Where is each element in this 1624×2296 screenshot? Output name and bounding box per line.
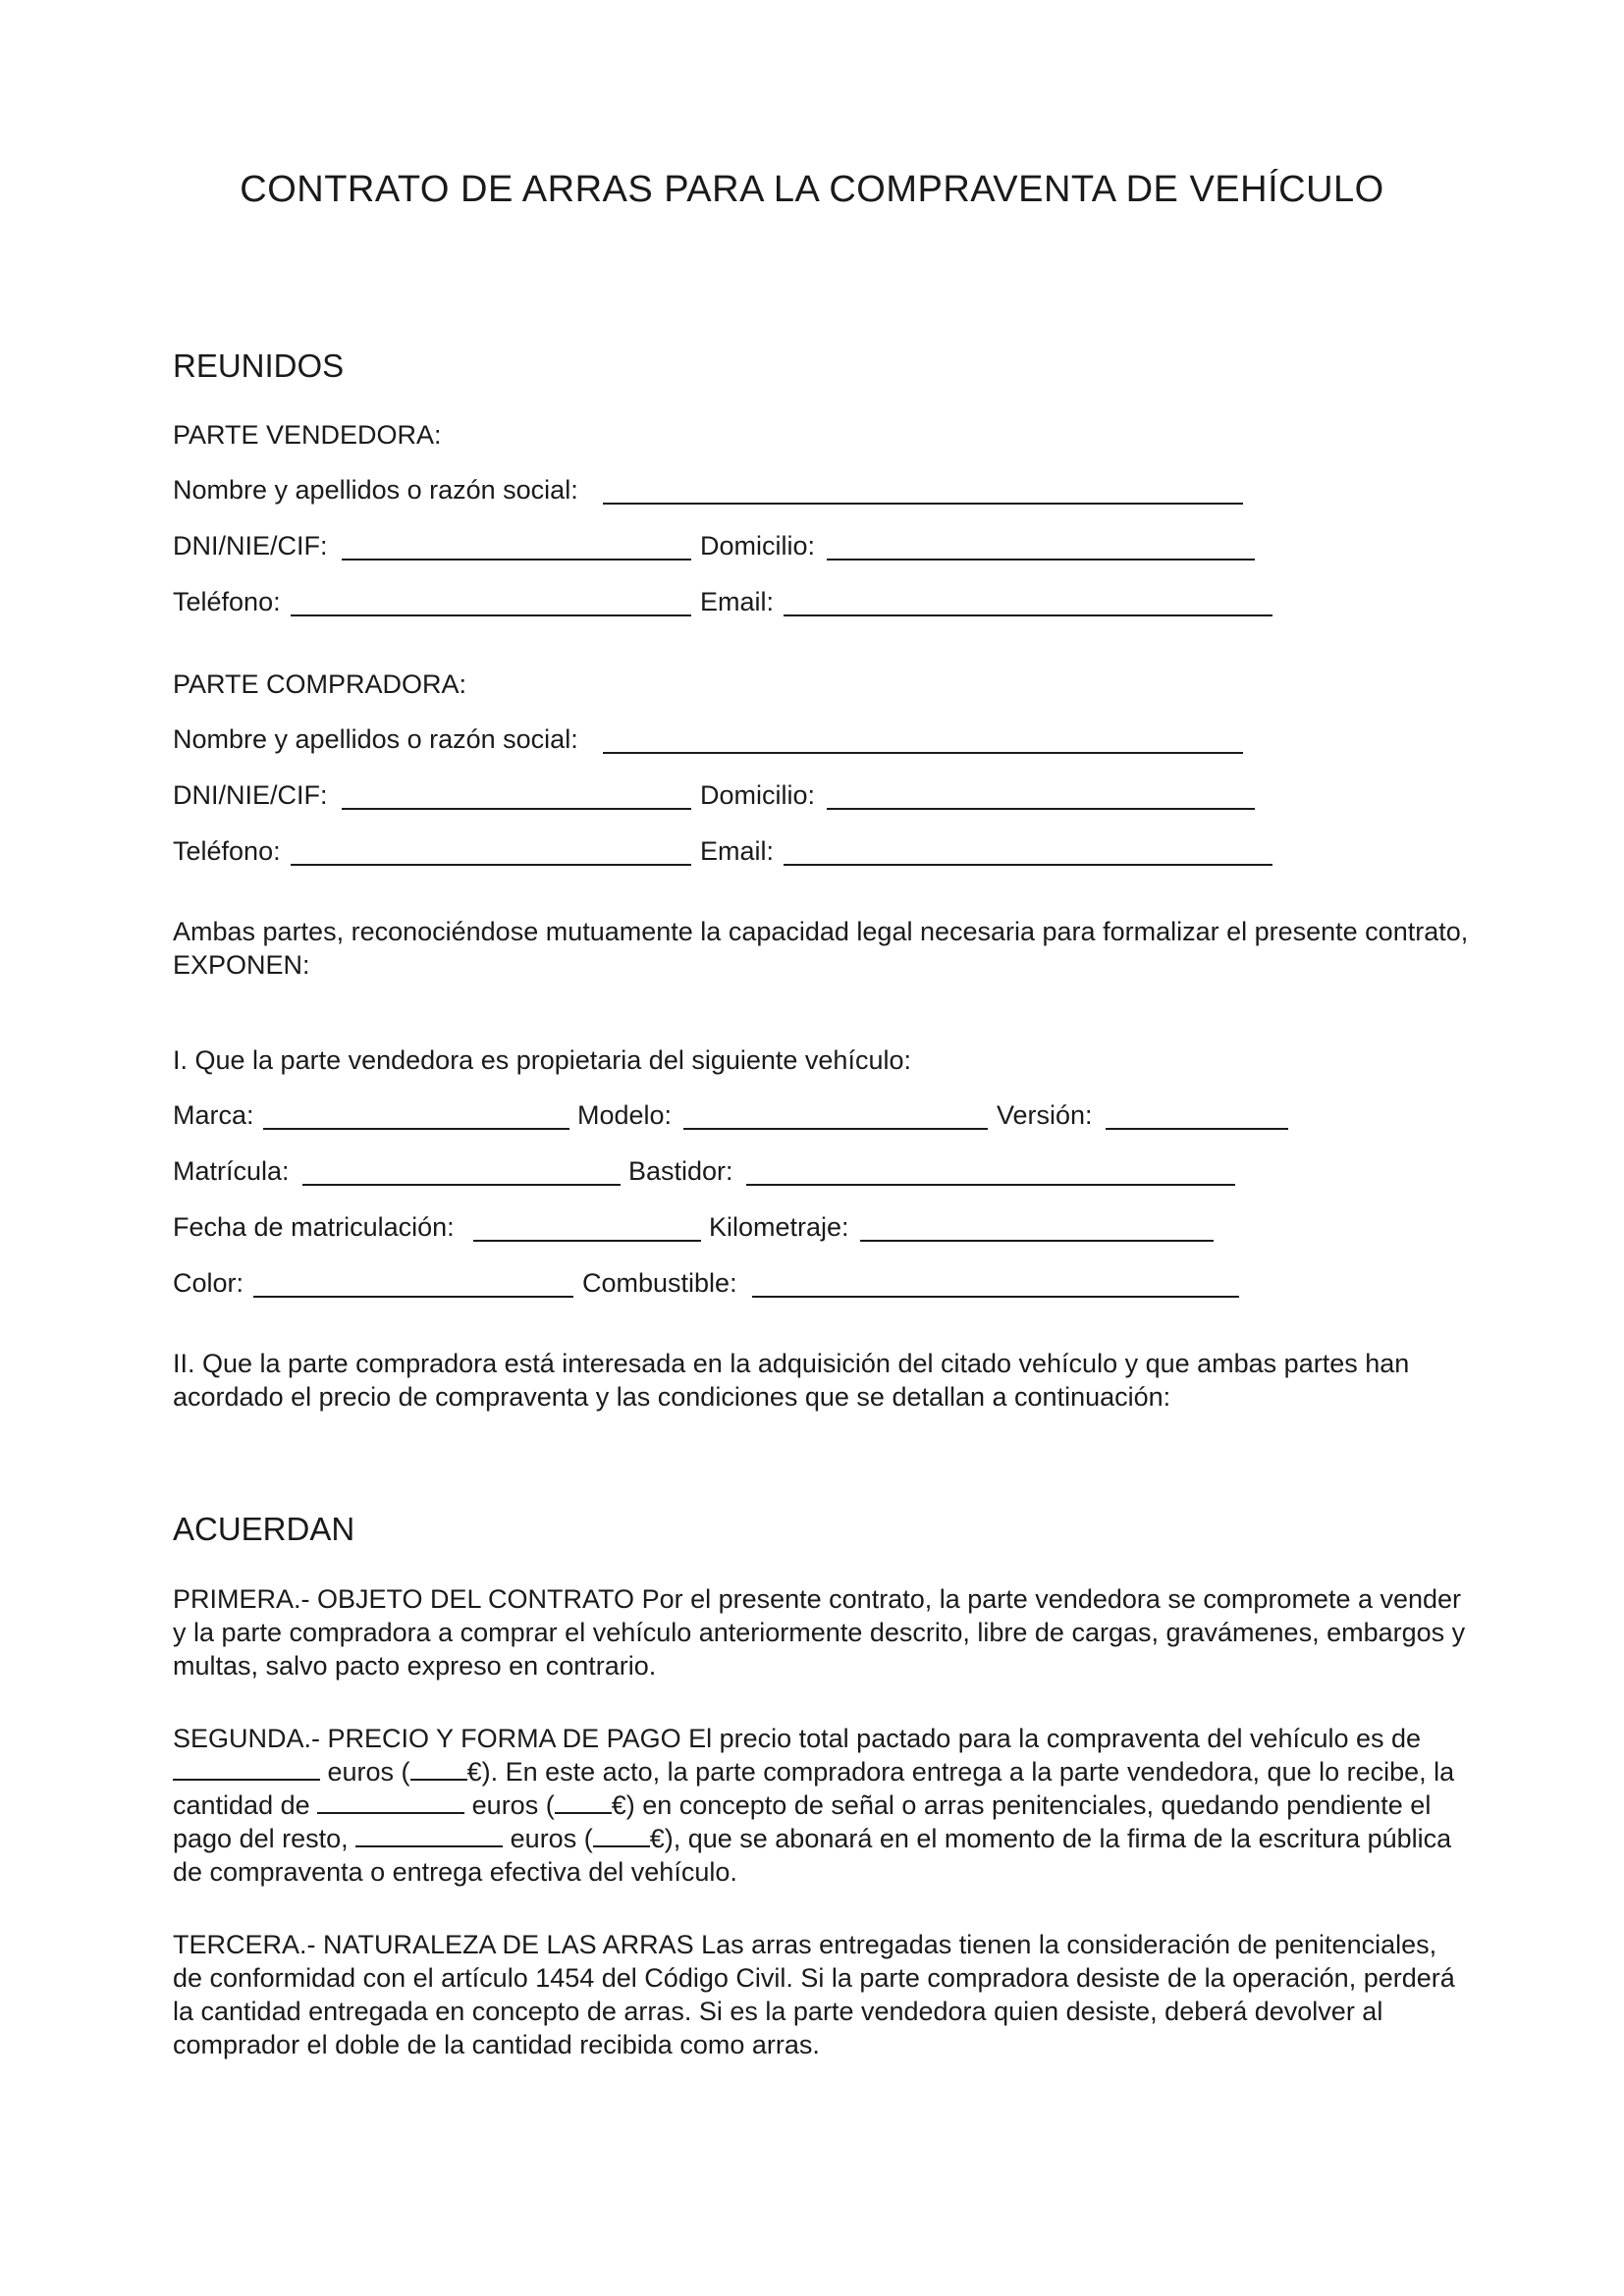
precio-total-num-field[interactable] xyxy=(410,1755,467,1781)
marca-field[interactable] xyxy=(263,1102,569,1130)
compradora-domicilio-field[interactable] xyxy=(827,782,1255,810)
compradora-email-label: Email: xyxy=(700,836,775,866)
kilometraje-field[interactable] xyxy=(860,1214,1214,1242)
segunda-text-3: €). En este acto, la parte compradora entrega a la parte vendedora, que lo recibe, la cantidad de xyxy=(173,1757,1455,1820)
arras-cantidad-field[interactable] xyxy=(317,1789,464,1814)
matricula-label: Matrícula: xyxy=(173,1156,290,1186)
version-label: Versión: xyxy=(997,1100,1093,1130)
segunda-text-4: euros ( xyxy=(471,1790,555,1820)
vendedora-domicilio-label: Domicilio: xyxy=(700,531,816,561)
clausula-segunda xyxy=(173,1722,1469,1889)
exponen-i: I. Que la parte vendedora es propietaria del siguiente vehículo: xyxy=(173,1045,911,1075)
matricula-field[interactable] xyxy=(302,1158,621,1186)
compradora-nombre-field[interactable] xyxy=(603,726,1243,754)
vendedora-nombre-field[interactable] xyxy=(603,477,1243,505)
vendedora-telefono-label: Teléfono: xyxy=(173,587,281,616)
bastidor-label: Bastidor: xyxy=(628,1156,733,1186)
clausula-primera: PRIMERA.- OBJETO DEL CONTRATO Por el presente contrato, la parte vendedora se compromete a vender y la parte compradora a comprar el vehículo anteriormente descrito, libre de cargas, gravámenes, embargos y multas, salvo pacto expreso en contrario. xyxy=(173,1584,1466,1681)
color-label: Color: xyxy=(173,1268,244,1298)
resto-pago-num-field[interactable] xyxy=(593,1822,650,1847)
vendedora-email-field[interactable] xyxy=(784,589,1272,616)
exponen-ii: II. Que la parte compradora está interesada en la adquisición del citado vehículo y que ambas partes han acordado el precio de compraventa y las condiciones que se detallan a continuación: xyxy=(173,1349,1410,1412)
vendedora-nombre-label: Nombre y apellidos o razón social: xyxy=(173,475,578,505)
vendedora-domicilio-field[interactable] xyxy=(827,533,1255,561)
segunda-text-1: SEGUNDA.- PRECIO Y FORMA DE PAGO El precio total pactado para la compraventa del vehículo es de xyxy=(173,1724,1422,1753)
compradora-domicilio-label: Domicilio: xyxy=(700,780,816,810)
document-title: CONTRATO DE ARRAS PARA LA COMPRAVENTA DE VEHÍCULO xyxy=(240,169,1384,210)
bastidor-field[interactable] xyxy=(746,1158,1235,1186)
combustible-field[interactable] xyxy=(752,1270,1239,1298)
clausula-tercera: TERCERA.- NATURALEZA DE LAS ARRAS Las arras entregadas tienen la consideración de penitenciales, de conformidad con el artículo 1454 del Código Civil. Si la parte compradora desiste de la operación, perderá la cantidad entregada en concepto de arras. Si es la parte vendedora quien desiste, deberá devolver al comprador el doble de la cantidad recibida como arras. xyxy=(173,1930,1455,2059)
segunda-text-2: euros ( xyxy=(327,1757,410,1787)
color-field[interactable] xyxy=(253,1270,573,1298)
segunda-text-6: euros ( xyxy=(510,1824,593,1853)
vendedora-telefono-field[interactable] xyxy=(291,589,691,616)
compradora-dni-field[interactable] xyxy=(342,782,691,810)
resto-pago-field[interactable] xyxy=(355,1822,503,1847)
compradora-dni-label: DNI/NIE/CIF: xyxy=(173,780,328,810)
fecha-matriculacion-field[interactable] xyxy=(473,1214,701,1242)
section-heading-acuerdan: ACUERDAN xyxy=(173,1511,355,1547)
vendedora-dni-label: DNI/NIE/CIF: xyxy=(173,531,328,561)
compradora-telefono-field[interactable] xyxy=(291,838,691,866)
vendedora-heading: PARTE VENDEDORA: xyxy=(173,420,442,450)
segunda-text-7: €), que se abonará en el momento de la firma de la escritura pública de compraventa o entrega efectiva del vehículo. xyxy=(173,1824,1452,1887)
compradora-nombre-label: Nombre y apellidos o razón social: xyxy=(173,724,578,754)
modelo-field[interactable] xyxy=(683,1102,988,1130)
precio-total-field[interactable] xyxy=(173,1755,320,1781)
combustible-label: Combustible: xyxy=(582,1268,737,1298)
modelo-label: Modelo: xyxy=(577,1100,673,1130)
section-heading-reunidos: REUNIDOS xyxy=(173,347,345,384)
kilometraje-label: Kilometraje: xyxy=(709,1212,849,1242)
compradora-heading: PARTE COMPRADORA: xyxy=(173,669,467,699)
compradora-email-field[interactable] xyxy=(784,838,1272,866)
segunda-text-5: €) en concepto de señal o arras penitenciales, quedando pendiente el pago del resto, xyxy=(173,1790,1432,1853)
fecha-matriculacion-label: Fecha de matriculación: xyxy=(173,1212,455,1242)
compradora-telefono-label: Teléfono: xyxy=(173,836,281,866)
version-field[interactable] xyxy=(1106,1102,1288,1130)
exponen-intro: Ambas partes, reconociéndose mutuamente la capacidad legal necesaria para formalizar el presente contrato, EXPONEN: xyxy=(173,917,1469,980)
vendedora-email-label: Email: xyxy=(700,587,775,616)
vendedora-dni-field[interactable] xyxy=(342,533,691,561)
marca-label: Marca: xyxy=(173,1100,254,1130)
arras-cantidad-num-field[interactable] xyxy=(555,1789,612,1814)
